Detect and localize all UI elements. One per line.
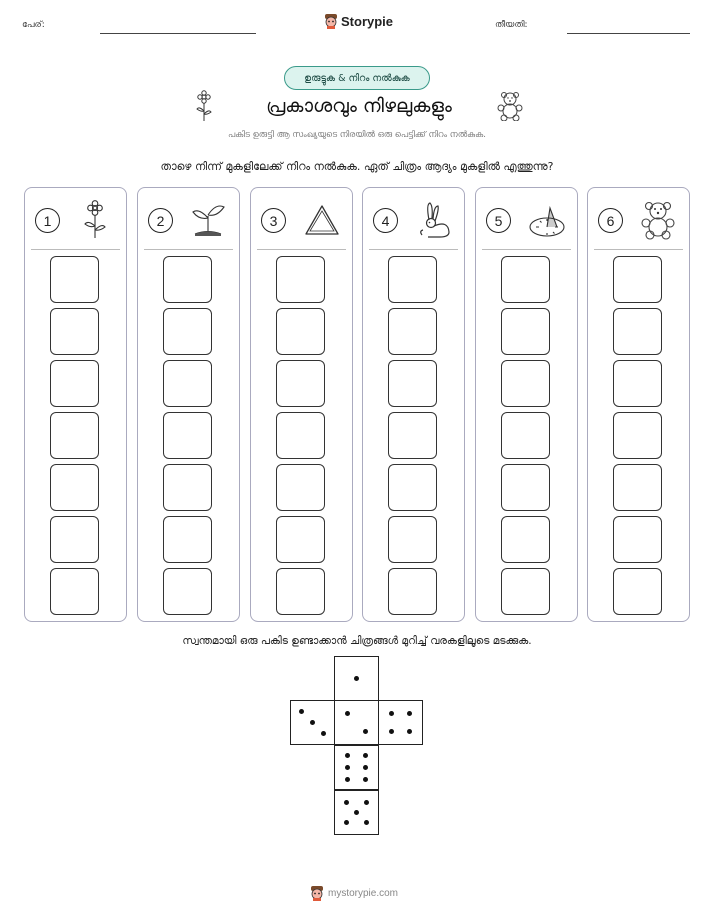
color-box[interactable]	[163, 464, 212, 511]
die-pip	[345, 711, 350, 716]
color-box[interactable]	[501, 568, 550, 615]
date-label: തീയതി:	[495, 20, 528, 30]
sprout-icon	[189, 200, 227, 240]
die-pip	[364, 820, 369, 825]
column-number: 4	[373, 208, 398, 233]
die-pip	[407, 729, 412, 734]
column-number: 6	[598, 208, 623, 233]
die-net	[290, 656, 424, 834]
die-pip	[363, 753, 368, 758]
color-box[interactable]	[163, 308, 212, 355]
column-3	[250, 187, 353, 622]
color-box[interactable]	[163, 568, 212, 615]
color-box[interactable]	[388, 516, 437, 563]
brand-name: Storypie	[341, 13, 394, 29]
flower-icon	[76, 200, 114, 240]
sundial-icon	[527, 200, 565, 240]
color-box[interactable]	[163, 256, 212, 303]
column-2	[137, 187, 240, 622]
column-divider	[482, 249, 571, 250]
die-pip	[354, 676, 359, 681]
color-box[interactable]	[276, 568, 325, 615]
color-box[interactable]	[501, 516, 550, 563]
color-box[interactable]	[501, 412, 550, 459]
page-title: പ്രകാശവും നിഴലുകളും	[266, 95, 452, 117]
color-box[interactable]	[163, 516, 212, 563]
color-box[interactable]	[388, 412, 437, 459]
die-pip	[299, 709, 304, 714]
column-divider	[594, 249, 683, 250]
die-pip	[344, 820, 349, 825]
color-box[interactable]	[388, 464, 437, 511]
color-box[interactable]	[50, 308, 99, 355]
rabbit-icon	[414, 200, 452, 240]
name-line[interactable]	[100, 33, 256, 34]
teddy-bear-icon	[496, 91, 524, 121]
color-box[interactable]	[501, 256, 550, 303]
column-number: 2	[148, 208, 173, 233]
column-number: 5	[486, 208, 511, 233]
color-box[interactable]	[50, 516, 99, 563]
color-box[interactable]	[276, 516, 325, 563]
die-face-5	[334, 790, 379, 835]
die-pip	[363, 729, 368, 734]
column-4	[362, 187, 465, 622]
color-box[interactable]	[388, 568, 437, 615]
teddy-bear-icon	[639, 200, 677, 240]
color-box[interactable]	[388, 308, 437, 355]
column-1	[24, 187, 127, 622]
column-6	[587, 187, 690, 622]
color-box[interactable]	[613, 516, 662, 563]
die-face-6	[334, 745, 379, 790]
color-box[interactable]	[276, 464, 325, 511]
color-box[interactable]	[276, 308, 325, 355]
color-box[interactable]	[50, 412, 99, 459]
die-pip	[321, 731, 326, 736]
die-pip	[363, 765, 368, 770]
color-box[interactable]	[501, 308, 550, 355]
die-pip	[354, 810, 359, 815]
color-box[interactable]	[613, 568, 662, 615]
die-pip	[345, 753, 350, 758]
color-box[interactable]	[501, 360, 550, 407]
column-divider	[257, 249, 346, 250]
color-box[interactable]	[501, 464, 550, 511]
die-pip	[389, 729, 394, 734]
footer	[310, 885, 398, 901]
color-box[interactable]	[388, 256, 437, 303]
die-face-4	[378, 700, 423, 745]
color-box[interactable]	[276, 256, 325, 303]
die-instruction: സ്വന്തമായി ഒരു പകിട ഉണ്ടാക്കാൻ ചിത്രങ്ങൾ മുറിച്ച് വരകളിലൂടെ മടക്കുക.	[182, 635, 532, 647]
subtitle: പകിട ഉരുട്ടി ആ സംഖ്യയുടെ നിരയിൽ ഒരു പെട്ടിക്ക് നിറം നൽകുക.	[228, 130, 486, 140]
brand-logo	[324, 13, 393, 29]
color-box[interactable]	[50, 360, 99, 407]
die-face-2	[334, 700, 379, 745]
color-box[interactable]	[163, 412, 212, 459]
die-pip	[344, 800, 349, 805]
color-box[interactable]	[50, 256, 99, 303]
color-box[interactable]	[50, 568, 99, 615]
column-5	[475, 187, 578, 622]
column-divider	[369, 249, 458, 250]
column-divider	[31, 249, 120, 250]
activity-tag: ഉരുട്ടുക & നിറം നൽകുക	[284, 66, 430, 90]
color-box[interactable]	[50, 464, 99, 511]
name-label: പേര്:	[22, 20, 45, 30]
instruction: താഴെ നിന്ന് മുകളിലേക്ക് നിറം നൽകുക. ഏത് ചിത്രം ആദ്യം മുകളിൽ എത്തുന്നു?	[160, 160, 554, 173]
storypie-mascot-icon	[310, 885, 324, 901]
color-box[interactable]	[388, 360, 437, 407]
color-box[interactable]	[163, 360, 212, 407]
color-box[interactable]	[613, 308, 662, 355]
color-box[interactable]	[276, 360, 325, 407]
color-box[interactable]	[613, 464, 662, 511]
die-face-1	[334, 656, 379, 701]
die-pip	[345, 765, 350, 770]
storypie-mascot-icon	[324, 13, 338, 29]
die-pip	[364, 800, 369, 805]
color-box[interactable]	[613, 412, 662, 459]
flower-icon	[194, 90, 214, 122]
die-pip	[345, 777, 350, 782]
color-box[interactable]	[613, 256, 662, 303]
die-pip	[310, 720, 315, 725]
die-pip	[407, 711, 412, 716]
column-divider	[144, 249, 233, 250]
column-number: 3	[261, 208, 286, 233]
die-face-3	[290, 700, 335, 745]
date-line[interactable]	[567, 33, 690, 34]
prism-icon	[302, 200, 340, 240]
footer-url[interactable]: mystorypie.com	[328, 887, 399, 899]
color-box[interactable]	[613, 360, 662, 407]
die-pip	[363, 777, 368, 782]
die-pip	[389, 711, 394, 716]
column-number: 1	[35, 208, 60, 233]
color-box[interactable]	[276, 412, 325, 459]
